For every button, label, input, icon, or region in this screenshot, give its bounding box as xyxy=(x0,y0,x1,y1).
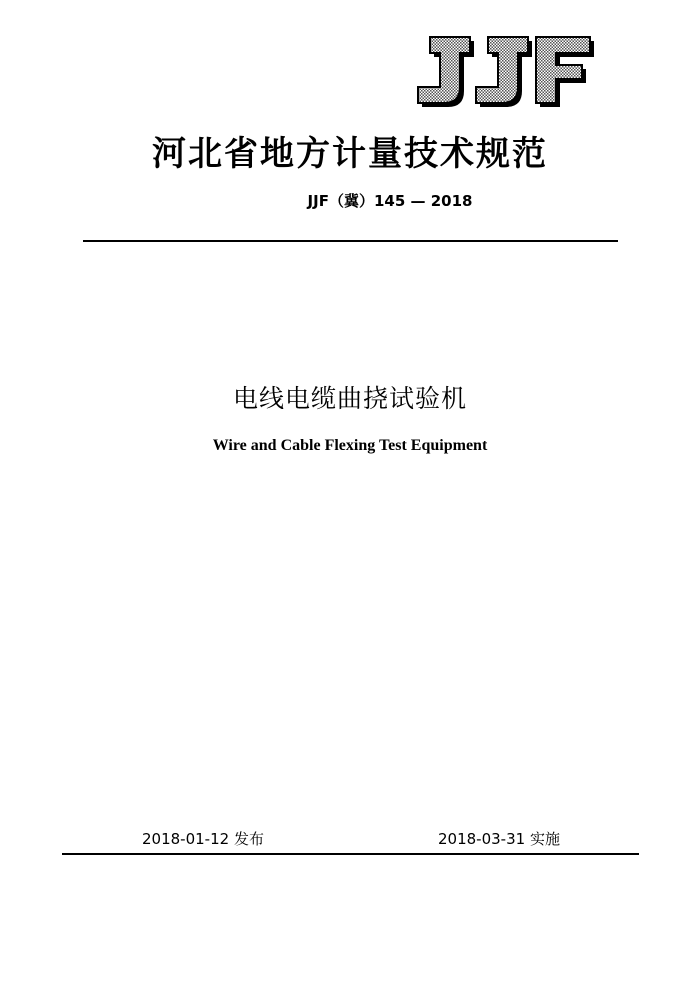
document-number: JJF（冀）145 — 2018 xyxy=(307,192,473,210)
jjf-logo xyxy=(412,33,597,111)
implementation-date: 2018-03-31 实施 xyxy=(438,830,560,848)
document-title-english: Wire and Cable Flexing Test Equipment xyxy=(212,437,488,454)
document-title-chinese: 电线电缆曲挠试验机 xyxy=(232,384,467,413)
series-title: 河北省地方计量技术规范 xyxy=(152,134,548,174)
issue-date: 2018-01-12 发布 xyxy=(142,830,264,848)
footer-divider xyxy=(62,853,639,855)
header-divider xyxy=(83,240,618,242)
